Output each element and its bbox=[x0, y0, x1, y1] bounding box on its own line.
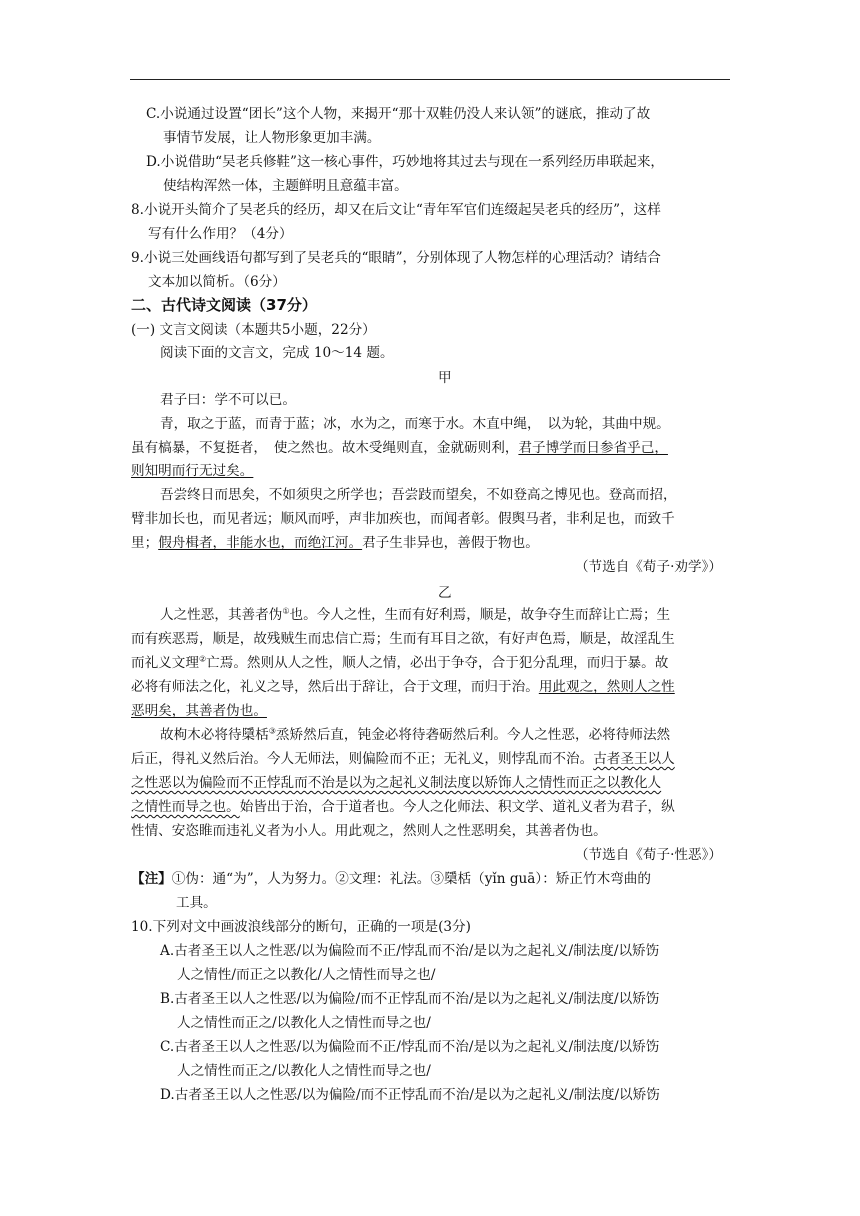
yi-text: 也。今人之性，生而有好利焉，顺是，故争夺生而辞让亡焉；生 bbox=[289, 607, 671, 623]
jia-line-6 bbox=[131, 535, 539, 551]
yi-underlined-sentence: 用此观之，然则人之性 bbox=[538, 679, 675, 695]
jia-line-4: 吾尝终日而思矣，不如须臾之所学也；吾尝跂而望矣，不如登高之博见也。登高而招， bbox=[160, 487, 677, 503]
jia-line-2 bbox=[131, 440, 668, 456]
yi-text: 后正，得礼义然后治。今人无师法，则偏险而不正；无礼义，则悖乱而不治。 bbox=[131, 751, 594, 767]
yi-source: （节选自《荀子·性恶》） bbox=[574, 847, 722, 863]
footnote-marker-1: ① bbox=[282, 606, 290, 616]
yi-text: 故枸木必将待檃栝 bbox=[160, 727, 269, 743]
passage-jia-label: 甲 bbox=[438, 370, 452, 386]
jia-text: 君子生非异也，善假于物也。 bbox=[362, 535, 539, 551]
yi-line-8 bbox=[131, 775, 661, 791]
yi-wavy-sentence-end: 之情性而导之也。 bbox=[131, 799, 240, 815]
yi-line-1 bbox=[160, 607, 670, 623]
yi-line-7 bbox=[131, 751, 675, 767]
yi-line-2: 而有疾恶焉，顺是，故残贼生而忠信亡焉；生而有耳目之欲，有好声色焉，顺是，故淫乱生 bbox=[131, 631, 675, 647]
jia-text: 里； bbox=[131, 535, 159, 551]
notes-text: ①伪：通“为”，人为努力。②文理：礼法。③檃栝（yǐn guā）：矫正竹木弯曲的 bbox=[171, 871, 651, 887]
jia-line-3 bbox=[131, 463, 253, 479]
yi-text: 而礼义文理 bbox=[131, 655, 199, 671]
q7-option-c-line2: 事情节发展，让人物形象更加丰满。 bbox=[163, 130, 381, 146]
jia-source: （节选自《荀子·劝学》） bbox=[574, 559, 722, 575]
q10-option-c-line1: C.古者圣王以人之性恶/以为偏险而不正/悖乱而不治/是以为之起礼义/制法度/以矫饬 bbox=[160, 1039, 660, 1055]
jia-underlined-sentence-1-cont: 则知明而行无过矣。 bbox=[131, 463, 254, 479]
q10-option-a-line1: A.古者圣王以人之性恶/以为偏险而不正/悖乱而不治/是以为之起礼义/制法度/以矫饬 bbox=[160, 943, 660, 959]
q9-line1: 9.小说三处画线语句都写到了吴老兵的“眼睛”，分别体现了人物怎样的心理活动？请结合 bbox=[131, 250, 661, 266]
yi-wavy-sentence: 古者圣王以人 bbox=[593, 751, 675, 767]
yi-line-4 bbox=[131, 679, 675, 695]
q7-option-d-line1: D.小说借助“吴老兵修鞋”这一核心事件，巧妙地将其过去与现在一系列经历串联起来， bbox=[146, 154, 665, 170]
q10-stem: 10.下列对文中画波浪线部分的断句，正确的一项是(3分) bbox=[131, 919, 471, 935]
yi-text: 人之性恶，其善者伪 bbox=[160, 607, 283, 623]
jia-text: 虽有槁暴，不复挺者， 使之然也。故木受绳则直，金就砺则利， bbox=[131, 440, 519, 456]
yi-underlined-sentence-cont: 恶明矣，其善者伪也。 bbox=[131, 703, 267, 719]
q10-option-c-line2: 人之情性而正之/以教化人之情性而导之也/ bbox=[177, 1063, 431, 1079]
q8-line2: 写有什么作用？（4分） bbox=[148, 226, 293, 242]
yi-line-3 bbox=[131, 655, 668, 671]
yi-line-10: 性情、安恣睢而违礼义者为小人。用此观之，然则人之性恶明矣，其善者伪也。 bbox=[131, 823, 607, 839]
yi-text: 亡焉。然则从人之性，顺人之情，必出于争夺，合于犯分乱理，而归于暴。故 bbox=[206, 655, 669, 671]
footnote-marker-2: ② bbox=[198, 654, 207, 664]
q7-option-c-line1: C.小说通过设置“团长”这个人物，来揭开“那十双鞋仍没人来认领”的谜底，推动了故 bbox=[146, 106, 651, 122]
yi-text: 烝矫然后直，钝金必将待砻砺然后利。今人之性恶，必将待师法然 bbox=[275, 727, 671, 743]
notes-tag: 【注】 bbox=[131, 871, 172, 887]
q9-line2: 文本加以简析。（6分） bbox=[148, 274, 286, 290]
yi-text: 必将有师法之化，礼义之导，然后出于辞让，合于文理，而归于治。 bbox=[131, 679, 539, 695]
q10-option-a-line2: 人之情性/而正之以教化/人之情性而导之也/ bbox=[177, 967, 436, 983]
q7-option-d-line2: 使结构浑然一体，主题鲜明且意蕴丰富。 bbox=[163, 178, 408, 194]
section-heading: 二、古代诗文阅读（37分） bbox=[131, 296, 317, 314]
yi-line-9 bbox=[131, 799, 675, 815]
yi-line-6 bbox=[160, 727, 670, 743]
jia-line-5: 臂非加长也，而见者远；顺风而呼，声非加疾也，而闻者彰。假舆马者，非利足也，而致千 bbox=[131, 511, 675, 527]
passage-yi-label: 乙 bbox=[438, 585, 452, 601]
jia-underlined-sentence-2: 假舟楫者，非能水也，而绝江河。 bbox=[158, 535, 363, 551]
footnote-marker-3: ③ bbox=[268, 726, 276, 736]
jia-line-0: 君子曰：学不可以已。 bbox=[160, 392, 296, 408]
subsection-heading: (一) 文言文阅读（本题共5小题，22分） bbox=[131, 322, 376, 338]
yi-line-5 bbox=[131, 703, 267, 719]
notes-line-1 bbox=[131, 871, 651, 887]
jia-line-1: 青，取之于蓝，而青于蓝；冰，水为之，而寒于水。木直中绳， 以为轮，其曲中规。 bbox=[160, 416, 670, 432]
jia-underlined-sentence-1: 君子博学而日参省乎己， bbox=[518, 440, 668, 456]
yi-wavy-sentence-cont: 之性恶以为偏险而不正悖乱而不治是以为之起礼义制法度以矫饰人之情性而正之以教化人 bbox=[131, 775, 662, 791]
notes-line-2: 工具。 bbox=[176, 895, 217, 911]
q10-option-d-line1: D.古者圣王以人之性恶/以为偏险/而不正悖乱而不治/是以为之起礼义/制法度/以矫饬 bbox=[160, 1087, 660, 1103]
reading-instruction: 阅读下面的文言文，完成 10～14 题。 bbox=[160, 345, 394, 361]
q10-option-b-line2: 人之情性而正之/以教化人之情性而导之也/ bbox=[177, 1015, 431, 1031]
q8-line1: 8.小说开头简介了吴老兵的经历，却又在后文让“青年军官们连缀起吴老兵的经历”，这样 bbox=[131, 202, 661, 218]
q10-option-b-line1: B.古者圣王以人之性恶/以为偏险/而不正悖乱而不治/是以为之起礼义/制法度/以矫饬 bbox=[160, 991, 660, 1007]
yi-text: 始皆出于治，合于道者也。今人之化师法、积文学、道礼义者为君子，纵 bbox=[239, 799, 675, 815]
header-rule bbox=[130, 79, 730, 80]
